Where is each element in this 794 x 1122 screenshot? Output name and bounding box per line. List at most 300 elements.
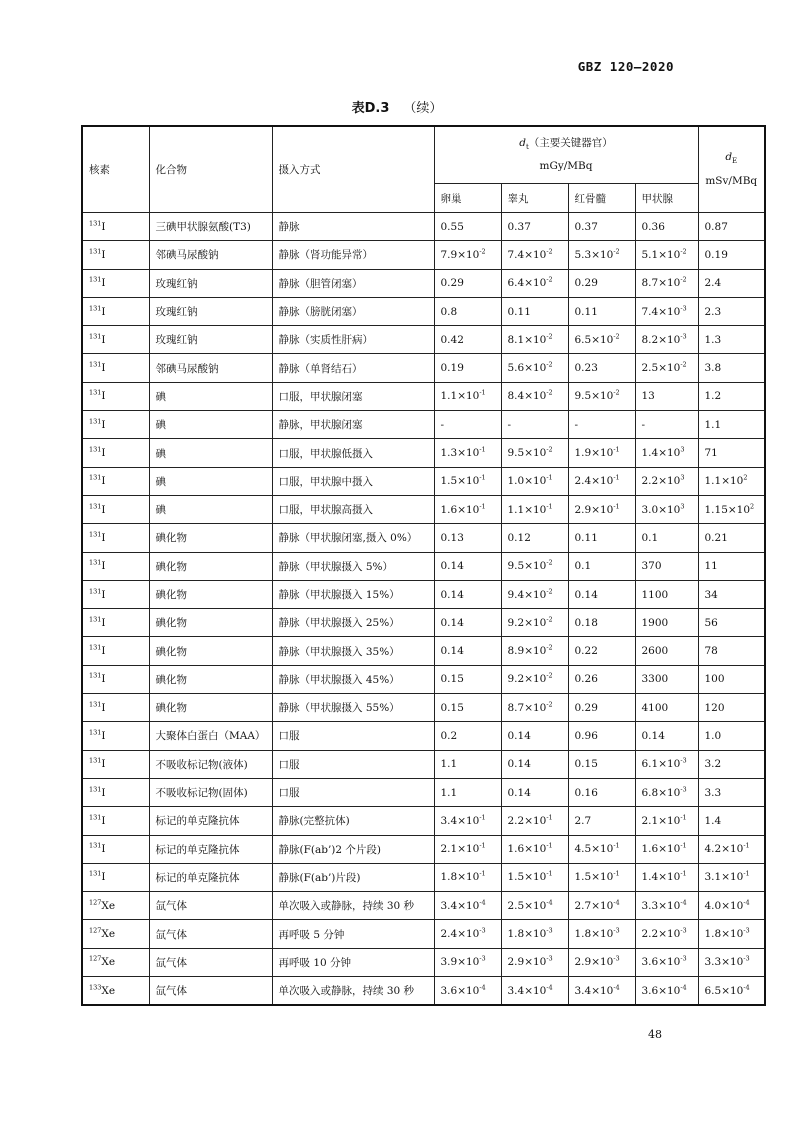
value-mantissa: 0.11 — [574, 305, 598, 318]
cell-ed — [698, 807, 765, 835]
value-exponent: -1 — [479, 502, 486, 511]
nuclide-mass-number: 131 — [89, 417, 102, 426]
cell-nuclide — [82, 213, 149, 241]
cell-ovary — [434, 269, 501, 297]
cell-ed — [698, 637, 765, 665]
cell-marrow — [568, 241, 635, 269]
ed-subscript: E — [732, 157, 738, 166]
value-mantissa: 2.2×10 — [641, 475, 681, 488]
cell-nuclide — [82, 609, 149, 637]
value-exponent: -2 — [546, 643, 553, 652]
value-exponent: -3 — [613, 954, 620, 963]
value-exponent: -3 — [680, 332, 687, 341]
cell-ed — [698, 269, 765, 297]
nuclide-mass-number: 131 — [89, 558, 102, 567]
cell-ovary — [434, 722, 501, 750]
value-mantissa: 9.5×10 — [507, 560, 547, 573]
cell-thyroid — [635, 495, 698, 523]
nuclide-mass-number: 131 — [89, 360, 102, 369]
value-mantissa: 0.42 — [440, 333, 464, 346]
value-mantissa: 1.2 — [704, 390, 722, 403]
value-mantissa: 0.37 — [574, 220, 598, 233]
cell-ovary — [434, 609, 501, 637]
table-row — [82, 665, 765, 693]
cell-ed — [698, 467, 765, 495]
cell-testis — [501, 326, 568, 354]
value-mantissa: 0.29 — [574, 277, 598, 290]
nuclide-symbol: I — [101, 729, 106, 742]
cell-nuclide — [82, 948, 149, 976]
value-mantissa: 4.0×10 — [704, 899, 744, 912]
value-mantissa: 0.16 — [574, 786, 598, 799]
cell-testis — [501, 835, 568, 863]
cell-testis — [501, 382, 568, 410]
value-exponent: -3 — [743, 926, 750, 935]
cell-compound: 碘化物 — [149, 524, 272, 552]
cell-thyroid — [635, 665, 698, 693]
cell-compound: 碘 — [149, 411, 272, 439]
value-mantissa: 0.29 — [440, 277, 464, 290]
cell-testis — [501, 411, 568, 439]
nuclide-symbol: I — [101, 362, 106, 375]
cell-marrow — [568, 524, 635, 552]
cell-testis — [501, 495, 568, 523]
value-mantissa: 2.5×10 — [641, 362, 681, 375]
cell-ovary — [434, 665, 501, 693]
table-row — [82, 495, 765, 523]
nuclide-mass-number: 131 — [89, 785, 102, 794]
value-mantissa: 4100 — [641, 701, 669, 714]
cell-thyroid — [635, 411, 698, 439]
cell-testis — [501, 552, 568, 580]
value-exponent: -2 — [479, 247, 486, 256]
value-mantissa: 2.7 — [574, 814, 592, 827]
value-mantissa: 0.37 — [507, 220, 531, 233]
nuclide-symbol: I — [101, 758, 106, 771]
cell-compound: 标记的单克隆抗体 — [149, 835, 272, 863]
cell-testis — [501, 213, 568, 241]
cell-ed — [698, 411, 765, 439]
table-row — [82, 977, 765, 1006]
value-mantissa: 0.87 — [704, 220, 728, 233]
cell-route: 静脉(F(ab’)片段) — [272, 863, 434, 891]
nuclide-mass-number: 131 — [89, 587, 102, 595]
cell-compound: 大聚体白蛋白（MAA） — [149, 722, 272, 750]
value-exponent: -1 — [479, 388, 486, 397]
cell-route: 静脉（甲状腺摄入 35%） — [272, 637, 434, 665]
value-mantissa: 0.19 — [704, 248, 728, 261]
cell-nuclide — [82, 977, 149, 1006]
cell-ed — [698, 580, 765, 608]
cell-marrow — [568, 920, 635, 948]
value-mantissa: 2.5×10 — [507, 899, 547, 912]
nuclide-mass-number: 131 — [89, 304, 102, 313]
value-mantissa: 2.7×10 — [574, 899, 614, 912]
value-exponent: -3 — [479, 926, 486, 935]
value-exponent: -2 — [546, 388, 553, 397]
value-exponent: -2 — [680, 247, 687, 256]
cell-ovary — [434, 213, 501, 241]
value-exponent: -1 — [546, 502, 553, 511]
cell-compound: 氙气体 — [149, 977, 272, 1006]
value-mantissa: 3.4×10 — [440, 899, 480, 912]
table-row — [82, 694, 765, 722]
nuclide-symbol: I — [101, 277, 106, 290]
value-mantissa: 0.55 — [440, 220, 464, 233]
value-exponent: -2 — [680, 275, 687, 284]
cell-route: 口服，甲状腺中摄入 — [272, 467, 434, 495]
value-mantissa: 13 — [641, 390, 655, 403]
cell-compound: 氙气体 — [149, 892, 272, 920]
cell-nuclide — [82, 241, 149, 269]
table-row — [82, 269, 765, 297]
cell-nuclide — [82, 552, 149, 580]
cell-compound: 不吸收标记物(液体) — [149, 750, 272, 778]
cell-compound: 邻碘马尿酸钠 — [149, 354, 272, 382]
cell-ovary — [434, 411, 501, 439]
value-mantissa: 1.4×10 — [641, 447, 681, 460]
cell-ed — [698, 439, 765, 467]
cell-compound: 玫瑰红钠 — [149, 326, 272, 354]
cell-compound: 不吸收标记物(固体) — [149, 778, 272, 806]
value-mantissa: 0.13 — [440, 531, 464, 544]
caption-continued: （续） — [403, 101, 443, 116]
value-mantissa: 8.7×10 — [507, 701, 547, 714]
header-nuclide: 核素 — [82, 126, 149, 213]
cell-marrow — [568, 552, 635, 580]
header-effective-dose — [698, 126, 765, 213]
value-exponent: -3 — [680, 954, 687, 963]
cell-marrow — [568, 467, 635, 495]
cell-ed — [698, 552, 765, 580]
nuclide-symbol: I — [101, 701, 106, 714]
page-number: 48 — [648, 1028, 662, 1041]
value-mantissa: 3.8 — [704, 362, 722, 375]
value-mantissa: 2.2×10 — [641, 928, 681, 941]
nuclide-symbol: I — [101, 333, 106, 346]
cell-ovary — [434, 863, 501, 891]
cell-ed — [698, 920, 765, 948]
cell-ovary — [434, 382, 501, 410]
value-mantissa: 8.7×10 — [641, 277, 681, 290]
cell-marrow — [568, 722, 635, 750]
cell-compound: 玫瑰红钠 — [149, 269, 272, 297]
value-mantissa: 0.15 — [574, 758, 598, 771]
nuclide-symbol: I — [101, 814, 106, 827]
cell-route: 单次吸入或静脉，持续 30 秒 — [272, 977, 434, 1006]
value-exponent: -1 — [479, 445, 486, 454]
cell-compound: 碘化物 — [149, 552, 272, 580]
value-mantissa: 3.3×10 — [704, 956, 744, 969]
value-exponent: -2 — [613, 388, 620, 397]
value-mantissa: 1.8×10 — [704, 928, 744, 941]
table-row — [82, 439, 765, 467]
nuclide-mass-number: 127 — [89, 926, 102, 935]
cell-thyroid — [635, 552, 698, 580]
value-exponent: -1 — [680, 841, 687, 850]
cell-testis — [501, 948, 568, 976]
cell-thyroid — [635, 807, 698, 835]
cell-marrow — [568, 665, 635, 693]
nuclide-mass-number: 131 — [89, 502, 102, 511]
cell-testis — [501, 694, 568, 722]
table-row — [82, 835, 765, 863]
cell-ovary — [434, 580, 501, 608]
cell-nuclide — [82, 297, 149, 325]
value-exponent: -4 — [680, 983, 687, 992]
cell-ed — [698, 297, 765, 325]
cell-nuclide — [82, 382, 149, 410]
value-mantissa: 0.26 — [574, 673, 598, 686]
nuclide-mass-number: 131 — [89, 332, 102, 341]
cell-ovary — [434, 920, 501, 948]
cell-marrow — [568, 382, 635, 410]
value-exponent: -3 — [680, 785, 687, 794]
cell-testis — [501, 524, 568, 552]
value-mantissa: 8.9×10 — [507, 645, 547, 658]
value-mantissa: 1.0×10 — [507, 475, 547, 488]
cell-compound: 碘化物 — [149, 609, 272, 637]
cell-ed — [698, 750, 765, 778]
value-mantissa: 8.4×10 — [507, 390, 547, 403]
cell-marrow — [568, 609, 635, 637]
cell-compound: 氙气体 — [149, 920, 272, 948]
cell-ovary — [434, 552, 501, 580]
table-row — [82, 807, 765, 835]
table-row — [82, 750, 765, 778]
value-mantissa: 71 — [704, 447, 718, 460]
cell-ed — [698, 495, 765, 523]
value-mantissa: 1.4 — [704, 814, 722, 827]
cell-ovary — [434, 835, 501, 863]
cell-route: 口服 — [272, 778, 434, 806]
nuclide-symbol: I — [101, 248, 106, 261]
cell-ovary — [434, 750, 501, 778]
value-mantissa: 1100 — [641, 588, 669, 601]
value-mantissa: 2.4 — [704, 277, 722, 290]
value-mantissa: 9.5×10 — [507, 447, 547, 460]
value-exponent: -3 — [680, 756, 687, 765]
value-mantissa: 2.2×10 — [507, 814, 547, 827]
cell-compound: 三碘甲状腺氨酸(T3) — [149, 213, 272, 241]
value-mantissa: 0.1 — [574, 560, 592, 573]
value-exponent: 2 — [743, 473, 748, 482]
cell-testis — [501, 297, 568, 325]
table-row — [82, 722, 765, 750]
cell-marrow — [568, 750, 635, 778]
value-exponent: -2 — [546, 700, 553, 709]
value-mantissa: 0.2 — [440, 729, 458, 742]
value-mantissa: 120 — [704, 701, 725, 714]
cell-nuclide — [82, 439, 149, 467]
cell-route: 口服，甲状腺低摄入 — [272, 439, 434, 467]
nuclide-mass-number: 131 — [89, 445, 102, 454]
nuclide-mass-number: 131 — [89, 813, 102, 822]
value-mantissa: 4.5×10 — [574, 843, 614, 856]
value-exponent: -3 — [743, 954, 750, 963]
value-exponent: -1 — [743, 841, 750, 850]
cell-route: 静脉（甲状腺摄入 55%） — [272, 694, 434, 722]
value-mantissa: 34 — [704, 588, 718, 601]
cell-ovary — [434, 241, 501, 269]
nuclide-mass-number: 131 — [89, 841, 102, 850]
header-testis: 睾丸 — [501, 184, 568, 213]
table-row — [82, 382, 765, 410]
cell-thyroid — [635, 354, 698, 382]
table-row — [82, 552, 765, 580]
cell-compound: 碘 — [149, 467, 272, 495]
value-mantissa: 0.1 — [641, 531, 659, 544]
value-mantissa: 2.4×10 — [440, 928, 480, 941]
value-mantissa: 100 — [704, 673, 725, 686]
value-exponent: -4 — [743, 983, 750, 992]
cell-testis — [501, 665, 568, 693]
cell-nuclide — [82, 863, 149, 891]
cell-thyroid — [635, 892, 698, 920]
cell-route: 口服，甲状腺高摄入 — [272, 495, 434, 523]
cell-testis — [501, 609, 568, 637]
value-mantissa: 6.8×10 — [641, 786, 681, 799]
cell-marrow — [568, 835, 635, 863]
caption-label: 表D.3 — [351, 101, 390, 116]
cell-thyroid — [635, 326, 698, 354]
nuclide-mass-number: 131 — [89, 473, 102, 482]
value-exponent: -1 — [479, 473, 486, 482]
cell-ovary — [434, 326, 501, 354]
cell-thyroid — [635, 920, 698, 948]
nuclide-symbol: I — [101, 220, 106, 233]
nuclide-symbol: I — [101, 673, 106, 686]
table-body — [82, 213, 765, 1006]
cell-ed — [698, 354, 765, 382]
cell-ovary — [434, 977, 501, 1006]
cell-thyroid — [635, 948, 698, 976]
value-mantissa: 2.3 — [704, 305, 722, 318]
nuclide-symbol: I — [101, 503, 106, 516]
cell-nuclide — [82, 920, 149, 948]
nuclide-mass-number: 131 — [89, 700, 102, 709]
cell-ed — [698, 863, 765, 891]
cell-ovary — [434, 948, 501, 976]
value-mantissa: 9.2×10 — [507, 673, 547, 686]
nuclide-symbol: I — [101, 588, 106, 601]
cell-marrow — [568, 326, 635, 354]
value-exponent: -2 — [613, 247, 620, 256]
cell-ovary — [434, 354, 501, 382]
cell-marrow — [568, 269, 635, 297]
cell-ovary — [434, 637, 501, 665]
value-mantissa: 0.8 — [440, 305, 458, 318]
cell-ovary — [434, 694, 501, 722]
cell-compound: 氙气体 — [149, 948, 272, 976]
value-mantissa: 9.2×10 — [507, 616, 547, 629]
value-exponent: 3 — [680, 445, 685, 454]
cell-ed — [698, 948, 765, 976]
cell-nuclide — [82, 495, 149, 523]
cell-thyroid — [635, 439, 698, 467]
cell-testis — [501, 467, 568, 495]
value-exponent: -1 — [613, 473, 620, 482]
cell-ed — [698, 835, 765, 863]
table-row — [82, 637, 765, 665]
value-mantissa: 1.1×10 — [440, 390, 480, 403]
cell-route: 静脉（肾功能异常） — [272, 241, 434, 269]
cell-route: 再呼吸 10 分钟 — [272, 948, 434, 976]
value-exponent: -1 — [546, 869, 553, 878]
value-exponent: -4 — [613, 983, 620, 992]
value-mantissa: 1.0 — [704, 729, 722, 742]
value-mantissa: 0.14 — [507, 729, 531, 742]
cell-compound: 邻碘马尿酸钠 — [149, 241, 272, 269]
value-mantissa: 3.4×10 — [507, 984, 547, 997]
cell-route: 口服 — [272, 722, 434, 750]
value-mantissa: 0.14 — [440, 588, 464, 601]
cell-marrow — [568, 637, 635, 665]
value-exponent: -2 — [613, 332, 620, 341]
value-mantissa: 0.14 — [440, 560, 464, 573]
nuclide-mass-number: 131 — [89, 671, 102, 680]
value-mantissa: 7.9×10 — [440, 248, 480, 261]
cell-marrow — [568, 213, 635, 241]
ed-unit: mSv/MBq — [705, 174, 758, 187]
value-exponent: -2 — [546, 332, 553, 341]
value-mantissa: 0.14 — [574, 588, 598, 601]
value-mantissa: 1.9×10 — [574, 447, 614, 460]
value-exponent: -2 — [546, 247, 553, 256]
value-mantissa: 1900 — [641, 616, 669, 629]
cell-testis — [501, 269, 568, 297]
value-mantissa: 0.29 — [574, 701, 598, 714]
nuclide-symbol: I — [101, 645, 106, 658]
cell-marrow — [568, 948, 635, 976]
value-exponent: -3 — [680, 926, 687, 935]
cell-route: 静脉(完整抗体) — [272, 807, 434, 835]
nuclide-mass-number: 131 — [89, 615, 102, 624]
cell-ed — [698, 213, 765, 241]
cell-ed — [698, 694, 765, 722]
value-mantissa: 1.5×10 — [574, 871, 614, 884]
nuclide-mass-number: 131 — [89, 247, 102, 256]
value-exponent: -4 — [479, 898, 486, 907]
value-mantissa: 6.1×10 — [641, 758, 681, 771]
value-exponent: -1 — [680, 869, 687, 878]
value-mantissa: 3300 — [641, 673, 669, 686]
cell-thyroid — [635, 977, 698, 1006]
value-mantissa: 1.1×10 — [507, 503, 547, 516]
value-mantissa: 3.1×10 — [704, 871, 744, 884]
cell-thyroid — [635, 269, 698, 297]
nuclide-symbol: Xe — [101, 928, 116, 941]
cell-route: 静脉（甲状腺摄入 25%） — [272, 609, 434, 637]
value-mantissa: 6.5×10 — [704, 984, 744, 997]
value-mantissa: - — [641, 418, 646, 431]
cell-nuclide — [82, 835, 149, 863]
cell-ovary — [434, 892, 501, 920]
cell-compound: 玫瑰红钠 — [149, 297, 272, 325]
value-exponent: -1 — [613, 869, 620, 878]
value-exponent: 3 — [680, 473, 685, 482]
nuclide-symbol: I — [101, 616, 106, 629]
cell-testis — [501, 920, 568, 948]
value-mantissa: 0.12 — [507, 531, 531, 544]
cell-ed — [698, 609, 765, 637]
dose-table — [81, 125, 766, 1006]
value-mantissa: 1.6×10 — [440, 503, 480, 516]
value-mantissa: 370 — [641, 560, 662, 573]
value-exponent: -1 — [479, 869, 486, 878]
table-row — [82, 580, 765, 608]
cell-thyroid — [635, 778, 698, 806]
